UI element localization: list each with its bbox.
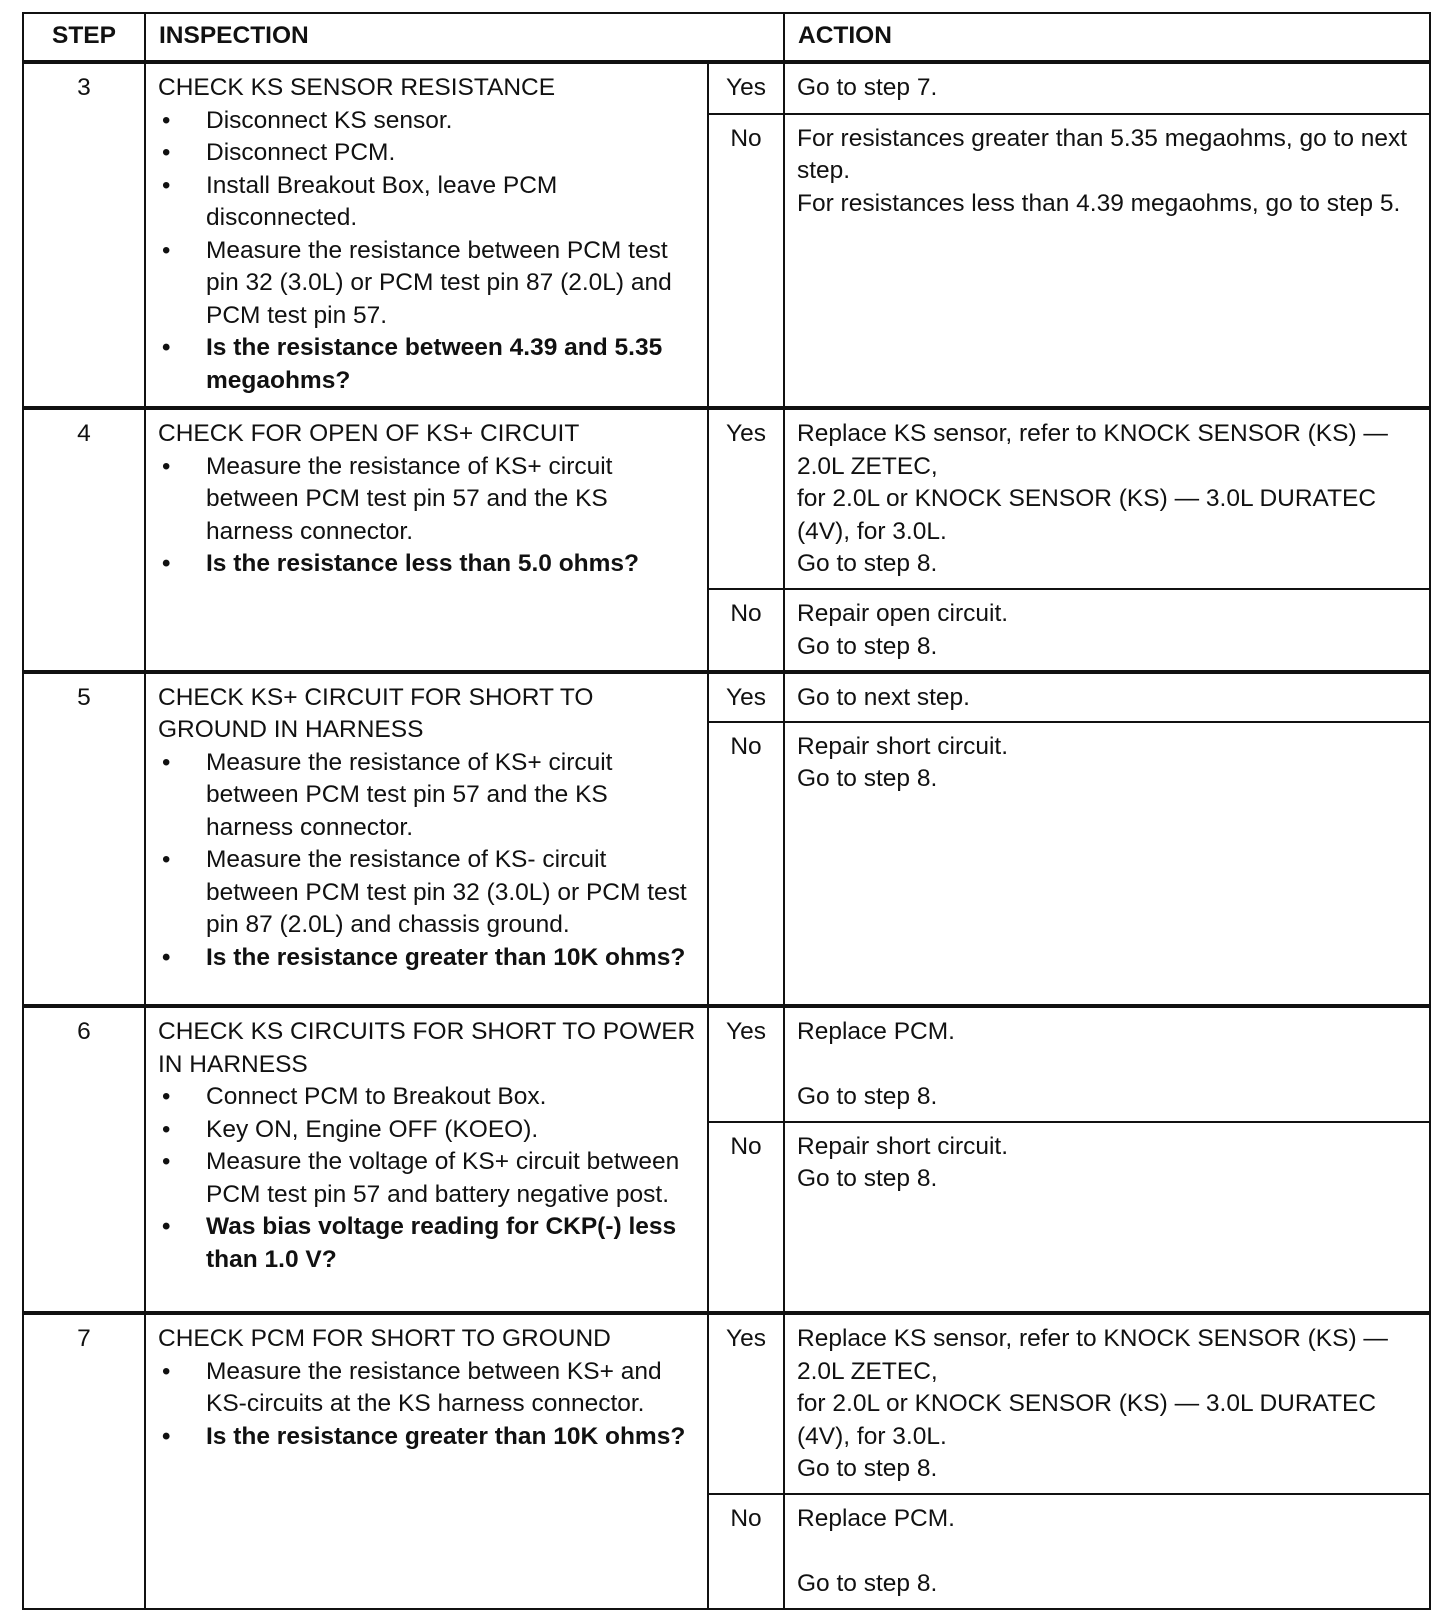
inspection-title: CHECK KS CIRCUITS FOR SHORT TO POWER IN HARNESS xyxy=(158,1018,696,1078)
action-line: Go to step 8. xyxy=(797,765,938,793)
step-number: 7 xyxy=(23,1313,145,1609)
step-number: 6 xyxy=(23,1006,145,1313)
action-line: Go to step 8. xyxy=(797,632,938,660)
action-line: Go to step 8. xyxy=(797,1455,938,1483)
step-number: 4 xyxy=(23,408,145,672)
inspection-question: • Is the resistance between 4.39 and 5.35 megaohms? xyxy=(158,332,697,397)
inspection-title: CHECK KS+ CIRCUIT FOR SHORT TO GROUND IN HARNESS xyxy=(158,683,594,744)
no-action xyxy=(784,1122,1430,1314)
no-label: No xyxy=(708,722,784,1006)
header-row xyxy=(23,13,1430,62)
inspection-title: CHECK FOR OPEN OF KS+ CIRCUIT xyxy=(158,420,580,447)
step-header: STEP xyxy=(23,13,145,62)
no-action xyxy=(784,589,1430,672)
action-line xyxy=(797,1049,1419,1082)
inspection-step: • Disconnect PCM. xyxy=(158,137,697,170)
inspection-cell xyxy=(145,62,708,408)
inspection-title: CHECK KS SENSOR RESISTANCE xyxy=(158,74,556,101)
diagnostic-table xyxy=(22,12,1431,1610)
inspection-question: • Is the resistance less than 5.0 ohms? xyxy=(158,548,697,581)
no-action xyxy=(784,1494,1430,1609)
inspection-steps xyxy=(158,105,697,398)
action-line: For resistances less than 4.39 megaohms, go to step 5. xyxy=(797,189,1401,217)
yes-action xyxy=(784,62,1430,114)
action-line: for 2.0L or KNOCK SENSOR (KS) — 3.0L DURATEC (4V), for 3.0L. xyxy=(797,1390,1377,1450)
inspection-step: • Key ON, Engine OFF (KOEO). xyxy=(158,1114,697,1147)
inspection-title: CHECK PCM FOR SHORT TO GROUND xyxy=(158,1325,611,1353)
no-action xyxy=(784,114,1430,408)
inspection-steps xyxy=(158,747,697,975)
yes-label: Yes xyxy=(708,408,784,589)
step-row-yes xyxy=(23,672,1430,722)
inspection-cell xyxy=(145,1006,708,1313)
yes-label: Yes xyxy=(708,62,784,114)
yes-label: Yes xyxy=(708,1006,784,1122)
no-action xyxy=(784,722,1430,1006)
inspection-step: • Install Breakout Box, leave PCM disconnected. xyxy=(158,170,697,235)
inspection-step: • Measure the resistance between KS+ and KS-circuits at the KS harness connector. xyxy=(158,1356,697,1421)
step-row-yes xyxy=(23,62,1430,114)
inspection-steps xyxy=(158,451,697,581)
inspection-question: • Was bias voltage reading for CKP(-) less than 1.0 V? xyxy=(158,1211,697,1276)
yes-action xyxy=(784,1006,1430,1122)
table-body xyxy=(23,62,1430,1609)
yes-action xyxy=(784,1313,1430,1494)
inspection-step: • Measure the voltage of KS+ circuit between PCM test pin 57 and battery negative post. xyxy=(158,1146,697,1211)
inspection-cell xyxy=(145,1313,708,1609)
inspection-steps xyxy=(158,1356,697,1454)
inspection-question: • Is the resistance greater than 10K ohms? xyxy=(158,942,697,975)
action-line: Replace KS sensor, refer to KNOCK SENSOR (KS) — 2.0L ZETEC, xyxy=(797,1325,1388,1385)
yes-action xyxy=(784,672,1430,722)
step-row-yes xyxy=(23,1313,1430,1494)
inspection-step: • Disconnect KS sensor. xyxy=(158,105,697,138)
action-line: Go to step 8. xyxy=(797,550,938,577)
step-number: 3 xyxy=(23,62,145,408)
no-label: No xyxy=(708,1122,784,1314)
inspection-header: INSPECTION xyxy=(145,13,784,62)
action-line: Go to step 7. xyxy=(797,74,938,101)
no-label: No xyxy=(708,589,784,672)
action-line: Replace PCM. xyxy=(797,1505,955,1533)
action-line: Repair short circuit. xyxy=(797,1132,1009,1160)
inspection-cell xyxy=(145,672,708,1006)
step-row-yes xyxy=(23,408,1430,589)
action-line: For resistances greater than 5.35 megaohms, go to next step. xyxy=(797,124,1408,185)
no-label: No xyxy=(708,1494,784,1609)
action-line xyxy=(797,1536,1419,1569)
action-line: Go to step 8. xyxy=(797,1165,938,1193)
step-row-yes xyxy=(23,1006,1430,1122)
action-line: Go to step 8. xyxy=(797,1570,938,1598)
yes-action xyxy=(784,408,1430,589)
action-header: ACTION xyxy=(784,13,1430,62)
action-line: Replace KS sensor, refer to KNOCK SENSOR (KS) — 2.0L ZETEC, xyxy=(797,420,1388,480)
action-line: for 2.0L or KNOCK SENSOR (KS) — 3.0L DURATEC (4V), for 3.0L. xyxy=(797,485,1377,545)
inspection-step: • Measure the resistance of KS+ circuit between PCM test pin 57 and the KS harness connector. xyxy=(158,747,697,845)
inspection-step: • Measure the resistance of KS+ circuit between PCM test pin 57 and the KS harness connector. xyxy=(158,451,697,549)
inspection-step: • Measure the resistance between PCM test pin 32 (3.0L) or PCM test pin 87 (2.0L) and PCM test pin 57. xyxy=(158,235,697,333)
inspection-steps xyxy=(158,1081,697,1276)
inspection-cell xyxy=(145,408,708,672)
inspection-step: • Connect PCM to Breakout Box. xyxy=(158,1081,697,1114)
yes-label: Yes xyxy=(708,672,784,722)
inspection-question: • Is the resistance greater than 10K ohms? xyxy=(158,1421,697,1454)
yes-label: Yes xyxy=(708,1313,784,1494)
step-number: 5 xyxy=(23,672,145,1006)
action-line: Go to step 8. xyxy=(797,1083,938,1111)
inspection-step: • Measure the resistance of KS- circuit between PCM test pin 32 (3.0L) or PCM test pin 87 (2.0L) and chassis ground. xyxy=(158,844,697,942)
action-line: Repair short circuit. xyxy=(797,732,1009,760)
action-line: Repair open circuit. xyxy=(797,600,1009,628)
action-line: Go to next step. xyxy=(797,683,970,711)
no-label: No xyxy=(708,114,784,408)
action-line: Replace PCM. xyxy=(797,1018,955,1046)
